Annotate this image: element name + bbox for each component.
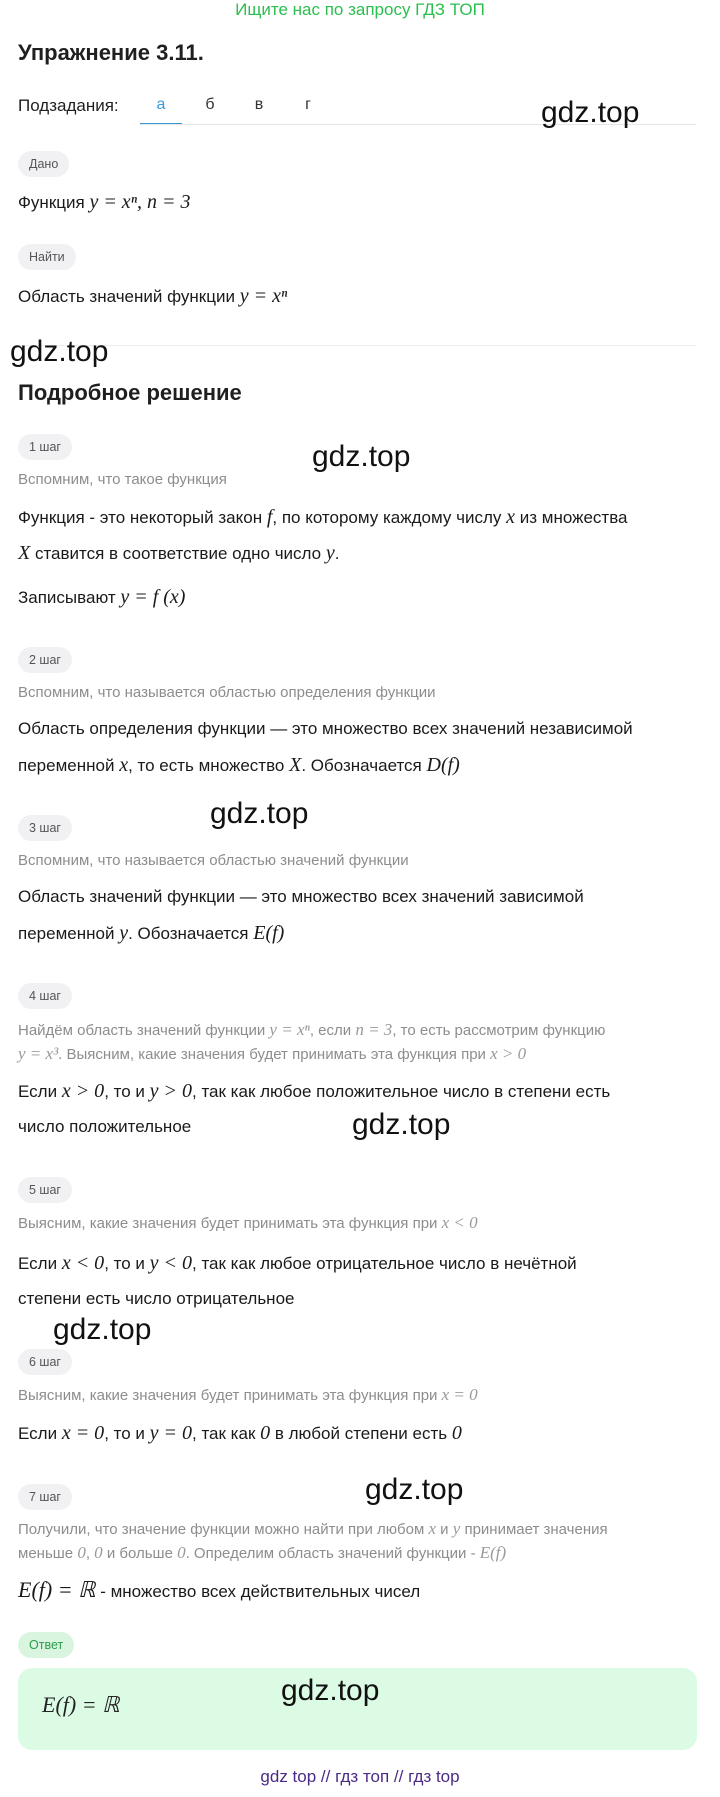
step-7-line-1: E(f) = ℝ - множество всех действительных чисел: [18, 1577, 421, 1602]
step-1-line-3: Записывают y = f (x): [18, 586, 186, 608]
step-5-hint: Выясним, какие значения будет принимать эта функция при x < 0: [18, 1213, 478, 1232]
find-tag: Найти: [18, 244, 76, 270]
step-3-tag: 3 шаг: [18, 815, 72, 841]
watermark: gdz.top: [352, 1108, 451, 1141]
footer-links[interactable]: gdz top // гдз топ // гдз top: [260, 1767, 460, 1786]
tab-a[interactable]: а: [156, 96, 166, 113]
find-text: [18, 278, 698, 315]
answer-formula: E(f) = ℝ: [42, 1692, 120, 1717]
watermark: gdz.top: [365, 1473, 464, 1506]
step-3-line-2: переменной y. Обозначается E(f): [18, 922, 285, 944]
step-2-hint: Вспомним, что называется областью определения функции: [18, 684, 436, 701]
given-tag: Дано: [18, 151, 69, 177]
step-2-tag: 2 шаг: [18, 647, 72, 673]
watermark: gdz.top: [281, 1674, 380, 1707]
tab-g[interactable]: г: [305, 96, 311, 113]
step-7-tag: 7 шаг: [18, 1484, 72, 1510]
solution-title: Подробное решение: [18, 380, 242, 405]
step-4-hint-line-2: y = x³. Выясним, какие значения будет принимать эта функция при x > 0: [18, 1044, 527, 1063]
step-4-line-2: число положительное: [18, 1117, 192, 1136]
watermark: gdz.top: [541, 96, 640, 129]
step-1-tag: 1 шаг: [18, 434, 72, 460]
step-7-hint-line-2: меньше 0, 0 и больше 0. Определим область значений функции - E(f): [18, 1543, 507, 1562]
search-banner: Ищите нас по запросу ГДЗ ТОП: [235, 0, 485, 19]
given-formula: y = xⁿ, n = 3: [89, 191, 191, 213]
tab-v[interactable]: в: [254, 96, 264, 113]
step-5-line-1: Если x < 0, то и y < 0, так как любое отрицательное число в нечётной: [18, 1252, 577, 1274]
step-5-tag: 5 шаг: [18, 1177, 72, 1203]
subtasks-label: Подзадания:: [18, 96, 119, 115]
given-label: Функция: [18, 193, 85, 212]
step-6-tag: 6 шаг: [18, 1349, 72, 1375]
tab-b[interactable]: б: [205, 96, 215, 113]
find-label: Область значений функции: [18, 287, 235, 306]
watermark: gdz.top: [210, 797, 309, 830]
find-formula: y = xⁿ: [239, 285, 288, 307]
watermark: gdz.top: [53, 1313, 152, 1346]
section-divider: [18, 345, 696, 346]
watermark: gdz.top: [312, 440, 411, 473]
step-2-line-1: Область определения функции — это множество всех значений независимой: [18, 719, 633, 738]
step-4-tag: 4 шаг: [18, 983, 72, 1009]
step-4-hint-line-1: Найдём область значений функции y = xⁿ, если n = 3, то есть рассмотрим функцию: [18, 1020, 606, 1039]
step-7-hint-line-1: Получили, что значение функции можно найти при любом x и y принимает значения: [18, 1519, 608, 1538]
step-2-line-2: переменной x, то есть множество X. Обозначается D(f): [18, 754, 460, 776]
step-5-line-2: степени есть число отрицательное: [18, 1289, 295, 1308]
step-6-line-1: Если x = 0, то и y = 0, так как 0 в любой степени есть 0: [18, 1422, 462, 1444]
given-text: [18, 184, 698, 221]
page-title: Упражнение 3.11.: [18, 40, 204, 65]
step-3-line-1: Область значений функции — это множество всех значений зависимой: [18, 887, 584, 906]
step-1-hint: Вспомним, что такое функция: [18, 471, 227, 488]
watermark: gdz.top: [10, 335, 109, 368]
step-1-line-1: Функция - это некоторый закон f, по которому каждому числу x из множества: [18, 506, 628, 528]
answer-tag: Ответ: [18, 1632, 74, 1658]
step-6-hint: Выясним, какие значения будет принимать эта функция при x = 0: [18, 1385, 478, 1404]
step-1-line-2: X ставится в соответствие одно число y.: [18, 542, 340, 564]
step-3-hint: Вспомним, что называется областью значений функции: [18, 852, 409, 869]
step-4-line-1: Если x > 0, то и y > 0, так как любое положительное число в степени есть: [18, 1080, 611, 1102]
